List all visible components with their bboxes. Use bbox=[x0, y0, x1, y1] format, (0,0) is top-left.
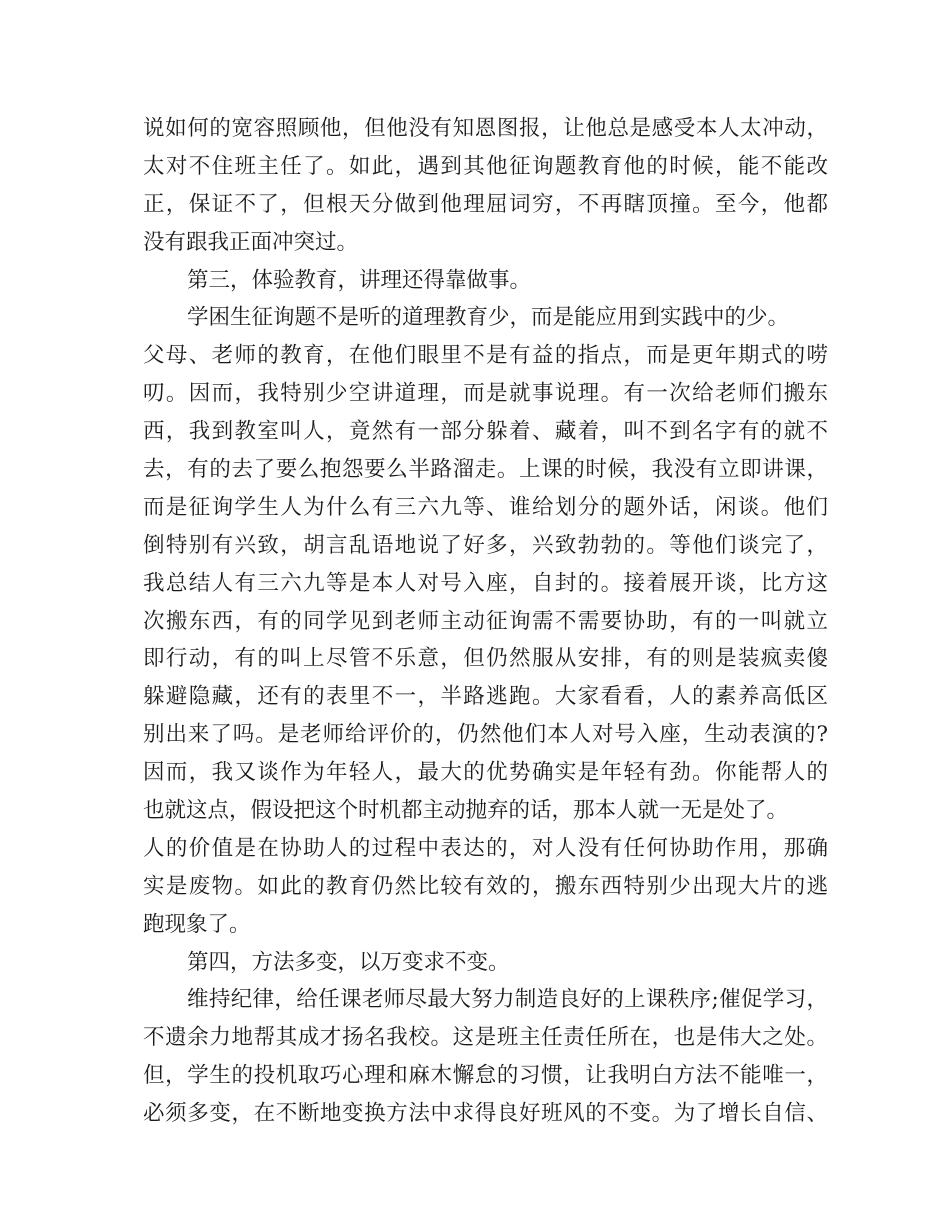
text-line: 学困生征询题不是听的道理教育少，而是能应用到实践中的少。 bbox=[187, 305, 790, 331]
text-line: 第四，方法多变，以万变求不变。 bbox=[187, 949, 510, 975]
text-line: 即行动，有的叫上尽管不乐意，但仍然服从安排，有的则是装疯卖傻 bbox=[143, 646, 828, 672]
text-line: 正，保证不了，但根天分做到他理屈词穷，不再瞎顶撞。至今，他都 bbox=[143, 191, 828, 217]
text-line: 也就这点，假设把这个时机都主动抛弃的话，那本人就一无是处了。 bbox=[143, 798, 789, 824]
text-line: 不遗余力地帮其成才扬名我校。这是班主任责任所在，也是伟大之处。 bbox=[143, 1025, 828, 1051]
text-line: 太对不住班主任了。如此，遇到其他征询题教育他的时候，能不能改 bbox=[143, 153, 828, 179]
text-line: 而是征询学生人为什么有三六九等、谁给划分的题外话，闲谈。他们 bbox=[143, 494, 828, 520]
text-line: 必须多变，在不断地变换方法中求得良好班风的不变。为了增长自信、 bbox=[143, 1101, 828, 1127]
text-line: 躲避隐藏，还有的表里不一，半路逃跑。大家看看，人的素养高低区 bbox=[143, 684, 828, 710]
text-line: 别出来了吗。是老师给评价的，仍然他们本人对号入座，生动表演的? bbox=[143, 722, 828, 748]
text-line: 但，学生的投机取巧心理和麻木懈怠的习惯，让我明白方法不能唯一， bbox=[143, 1063, 828, 1089]
text-line: 第三，体验教育，讲理还得靠做事。 bbox=[187, 267, 532, 293]
text-line: 西，我到教室叫人，竟然有一部分躲着、藏着，叫不到名字有的就不 bbox=[143, 419, 828, 445]
text-line: 跑现象了。 bbox=[143, 911, 251, 937]
body-text bbox=[143, 110, 828, 1133]
text-line: 我总结人有三六九等是本人对号入座，自封的。接着展开谈，比方这 bbox=[143, 570, 828, 596]
text-line: 因而，我又谈作为年轻人，最大的优势确实是年轻有劲。你能帮人的 bbox=[143, 760, 828, 786]
text-line: 实是废物。如此的教育仍然比较有效的，搬东西特别少出现大片的逃 bbox=[143, 873, 828, 899]
text-line: 说如何的宽容照顾他，但他没有知恩图报，让他总是感受本人太冲动， bbox=[143, 116, 828, 141]
text-line: 叨。因而，我特别少空讲道理，而是就事说理。有一次给老师们搬东 bbox=[143, 381, 828, 407]
text-line: 去，有的去了要么抱怨要么半路溜走。上课的时候，我没有立即讲课， bbox=[143, 457, 828, 483]
text-line: 倒特别有兴致，胡言乱语地说了好多，兴致勃勃的。等他们谈完了， bbox=[143, 532, 828, 558]
text-line: 维持纪律，给任课老师尽最大努力制造良好的上课秩序;催促学习， bbox=[187, 987, 828, 1013]
text-line: 没有跟我正面冲突过。 bbox=[143, 229, 359, 255]
text-line: 次搬东西，有的同学见到老师主动征询需不需要协助，有的一叫就立 bbox=[143, 608, 828, 634]
text-line: 人的价值是在协助人的过程中表达的，对人没有任何协助作用，那确 bbox=[143, 835, 828, 861]
text-line: 父母、老师的教育，在他们眼里不是有益的指点，而是更年期式的唠 bbox=[143, 343, 828, 369]
